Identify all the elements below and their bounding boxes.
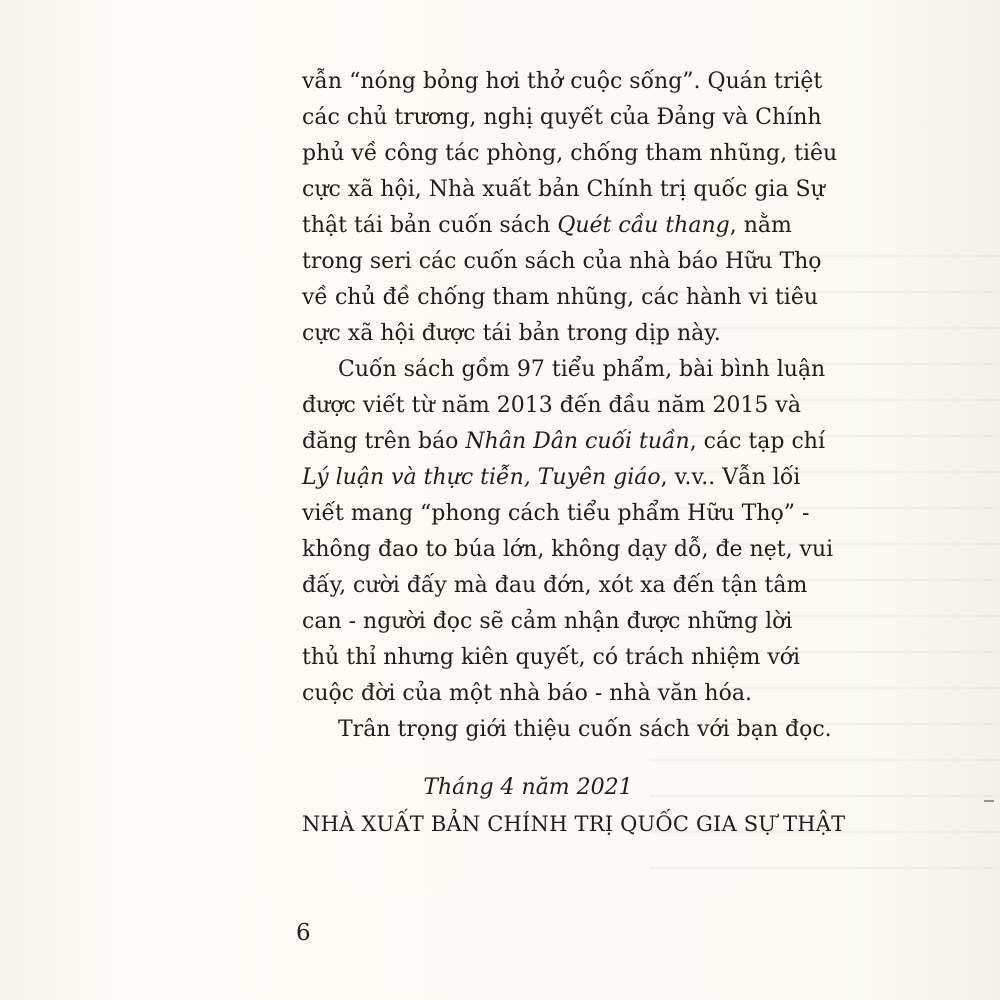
body-line: thủ thỉ nhưng kiên quyết, có trách nhiệm với — [302, 645, 801, 670]
page-edge-mark — [984, 800, 994, 802]
body-line: đăng trên báo Nhân Dân cuối tuần, các tạp chí — [302, 429, 825, 454]
body-line: viết mang “phong cách tiểu phẩm Hữu Thọ” - — [302, 501, 810, 526]
body-line: các chủ trương, nghị quyết của Đảng và Chính — [302, 105, 822, 130]
body-line: cực xã hội, Nhà xuất bản Chính trị quốc gia Sự — [302, 177, 825, 202]
body-line: thật tái bản cuốn sách Quét cầu thang, nằm — [302, 213, 792, 238]
body-line: can - người đọc sẽ cảm nhận được những lời — [302, 609, 793, 634]
body-line: Lý luận và thực tiễn, Tuyên giáo, v.v.. Vẫn lối — [302, 465, 801, 490]
body-line: không đao to búa lớn, không dạy dỗ, đe nẹt, vui — [302, 537, 834, 562]
page-number: 6 — [296, 920, 311, 946]
body-line: trong seri các cuốn sách của nhà báo Hữu Thọ — [302, 249, 822, 274]
signature-organization: NHÀ XUẤT BẢN CHÍNH TRỊ QUỐC GIA SỰ THẬT — [302, 812, 846, 836]
body-line: cực xã hội được tái bản trong dịp này. — [302, 321, 721, 346]
body-line: về chủ đề chống tham nhũng, các hành vi tiêu — [302, 285, 819, 310]
body-line: đấy, cười đấy mà đau đớn, xót xa đến tận tâm — [302, 573, 808, 598]
body-line: vẫn “nóng bỏng hơi thở cuộc sống”. Quán triệt — [302, 69, 823, 94]
paragraph-start-line: Cuốn sách gồm 97 tiểu phẩm, bài bình luận — [338, 357, 826, 382]
body-line: phủ về công tác phòng, chống tham nhũng, tiêu — [302, 141, 838, 166]
signature-date: Tháng 4 năm 2021 — [423, 775, 633, 800]
closing-line: Trân trọng giới thiệu cuốn sách với bạn đọc. — [338, 717, 832, 742]
body-line: cuộc đời của một nhà báo - nhà văn hóa. — [302, 681, 752, 706]
body-line: được viết từ năm 2013 đến đầu năm 2015 và — [302, 393, 801, 418]
